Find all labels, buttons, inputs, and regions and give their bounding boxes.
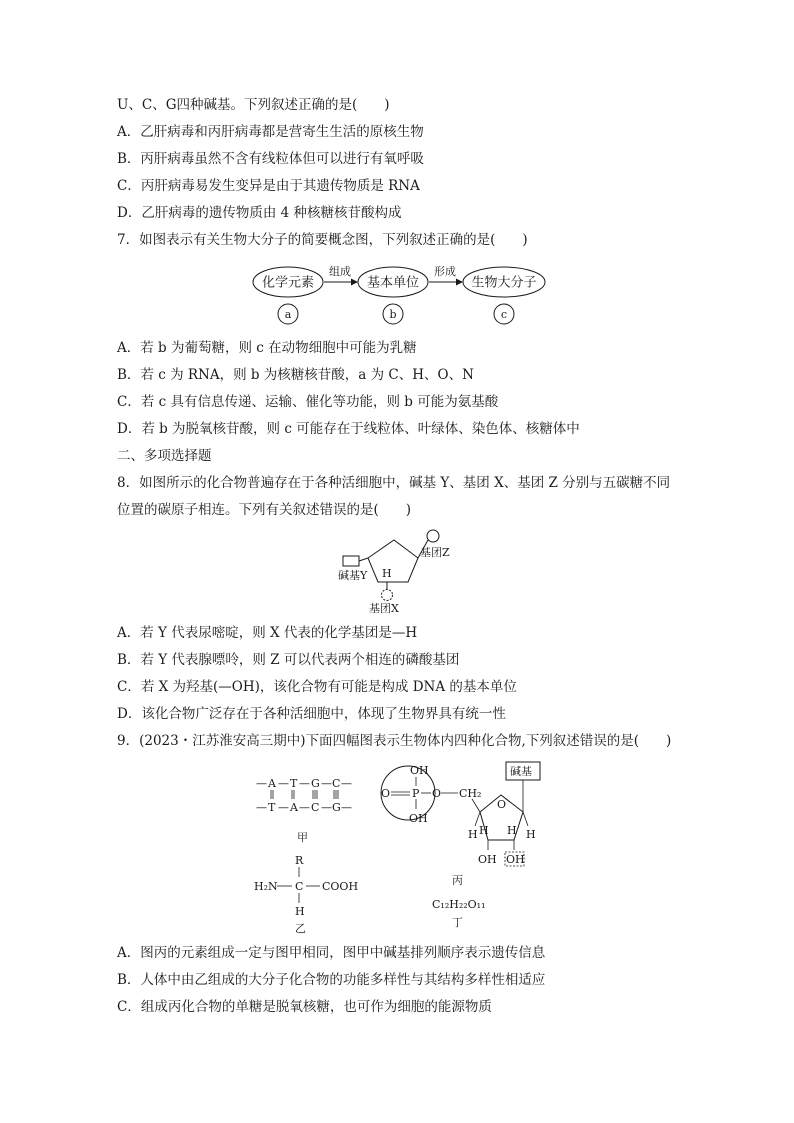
circle-a-label: a: [284, 308, 292, 321]
bing-caption: 丙: [452, 874, 463, 887]
group-x-circle: [382, 590, 393, 601]
jia-bottom-3: G: [332, 801, 341, 814]
svg-text:—: —: [321, 777, 332, 790]
q6-option-c: C．丙肝病毒易发生变异是由于其遗传物质是 RNA: [117, 178, 420, 194]
figure-ding: [432, 898, 486, 929]
base-y-box: [343, 556, 359, 566]
svg-text:—: —: [341, 777, 352, 790]
jia-top-0: A: [268, 777, 276, 790]
node-elements-label: 化学元素: [261, 275, 315, 291]
node-unit-label: 基本单位: [366, 275, 420, 291]
q6-option-b: B．丙肝病毒虽然不含有线粒体但可以进行有氧呼吸: [117, 151, 424, 167]
ding-formula: C₁₂H₂₂O₁₁: [432, 898, 486, 911]
bing-h-right: H: [526, 828, 536, 841]
yi-h: H: [295, 905, 305, 918]
yi-caption: 乙: [295, 922, 306, 935]
bing-ring-o: O: [497, 798, 507, 811]
jia-bottom-1: A: [290, 801, 298, 814]
q9-compound-diagrams: [248, 760, 558, 936]
bing-h-lower-left: H: [479, 824, 489, 837]
bing-oh-2: OH: [506, 853, 525, 866]
circle-b-label: b: [389, 308, 397, 321]
yi-c: C: [295, 880, 304, 893]
arrow-form-label: 形成: [434, 265, 456, 278]
q7-stem: 7．如图表示有关生物大分子的简要概念图，下列叙述正确的是( ): [117, 232, 528, 248]
bing-oh-bottom: OH: [409, 812, 428, 825]
jia-bottom-0: T: [268, 801, 276, 814]
yi-cooh: COOH: [322, 880, 359, 893]
bing-o-right: O: [432, 787, 442, 800]
bing-o-left: O: [381, 787, 391, 800]
q8-nucleotide-diagram: [332, 528, 472, 614]
q7-concept-diagram: [250, 262, 550, 328]
bing-ch2: CH₂: [459, 787, 482, 800]
svg-text:—: —: [256, 777, 267, 790]
q7-option-a: A．若 b 为葡萄糖，则 c 在动物细胞中可能为乳糖: [117, 340, 417, 356]
yi-r: R: [295, 854, 304, 867]
q8-stem-line1: 8．如图所示的化合物普遍存在于各种活细胞中，碱基 Y、基团 X、基团 Z 分别与五碳糖不同: [117, 475, 671, 491]
ding-caption: 丁: [452, 916, 463, 929]
svg-text:—: —: [278, 777, 289, 790]
figure-jia: [256, 777, 352, 844]
svg-text:—: —: [299, 801, 310, 814]
section-heading: 二、多项选择题: [117, 448, 212, 464]
bing-oh-top: OH: [410, 764, 429, 777]
q8-option-d: D．该化合物广泛存在于各种活细胞中，体现了生物界具有统一性: [117, 706, 506, 722]
svg-text:—: —: [321, 801, 332, 814]
node-macromolecule-label: 生物大分子: [471, 275, 537, 291]
pentose-ring: [368, 540, 418, 582]
q6-stem-tail: U、C、G四种碱基。下列叙述正确的是( ): [117, 97, 390, 113]
bing-p: P: [412, 787, 420, 800]
bing-h-lower-right: H: [507, 824, 517, 837]
ring-h-label: H: [382, 567, 392, 580]
group-z-label: 基团Z: [420, 546, 450, 559]
q9-option-a: A．图丙的元素组成一定与图甲相同，图甲中碱基排列顺序表示遗传信息: [117, 945, 546, 961]
q7-option-d: D．若 b 为脱氧核苷酸，则 c 可能存在于线粒体、叶绿体、染色体、核糖体中: [117, 421, 580, 437]
q9-option-b: B．人体中由乙组成的大分子化合物的功能多样性与其结构多样性相适应: [117, 972, 546, 988]
jia-bottom-2: C: [311, 801, 320, 814]
bing-oh-1: OH: [478, 853, 497, 866]
jia-top-1: T: [290, 777, 298, 790]
q8-option-c: C．若 X 为羟基(—OH)，该化合物有可能是构成 DNA 的基本单位: [117, 679, 517, 695]
bing-base-label: 碱基: [510, 765, 532, 778]
q8-option-a: A．若 Y 代表尿嘧啶，则 X 代表的化学基团是—H: [117, 625, 418, 641]
jia-top-2: G: [311, 777, 320, 790]
bing-h-left: H: [468, 828, 478, 841]
svg-text:—: —: [256, 801, 267, 814]
circle-c-label: c: [500, 308, 508, 321]
svg-text:—: —: [341, 801, 352, 814]
jia-top-3: C: [332, 777, 341, 790]
yi-h2n: H₂N: [254, 880, 278, 893]
figure-bing: [381, 762, 540, 887]
jia-caption: 甲: [297, 831, 308, 844]
figure-yi: [254, 854, 358, 935]
q7-option-c: C．若 c 具有信息传递、运输、催化等功能，则 b 可能为氨基酸: [117, 394, 499, 410]
svg-text:—: —: [299, 777, 310, 790]
q7-option-b: B．若 c 为 RNA，则 b 为核糖核苷酸，a 为 C、H、O、N: [117, 367, 474, 383]
group-x-label: 基团X: [369, 602, 399, 614]
q8-option-b: B．若 Y 代表腺嘌呤，则 Z 可以代表两个相连的磷酸基团: [117, 652, 460, 668]
q6-option-a: A．乙肝病毒和丙肝病毒都是营寄生生活的原核生物: [117, 124, 424, 140]
q9-option-c: C．组成丙化合物的单糖是脱氧核糖，也可作为细胞的能源物质: [117, 999, 492, 1015]
q6-option-d: D．乙肝病毒的遗传物质由 4 种核糖核苷酸构成: [117, 205, 402, 221]
q8-stem-line2: 位置的碳原子相连。下列有关叙述错误的是( ): [117, 502, 412, 518]
arrow-compose-label: 组成: [329, 265, 351, 278]
base-y-label: 碱基Y: [338, 569, 368, 582]
q9-stem: 9．(2023・江苏淮安高三期中)下面四幅图表示生物体内四种化合物,下列叙述错误的是( ): [117, 733, 672, 749]
svg-text:—: —: [278, 801, 289, 814]
group-z-circle: [427, 530, 439, 542]
